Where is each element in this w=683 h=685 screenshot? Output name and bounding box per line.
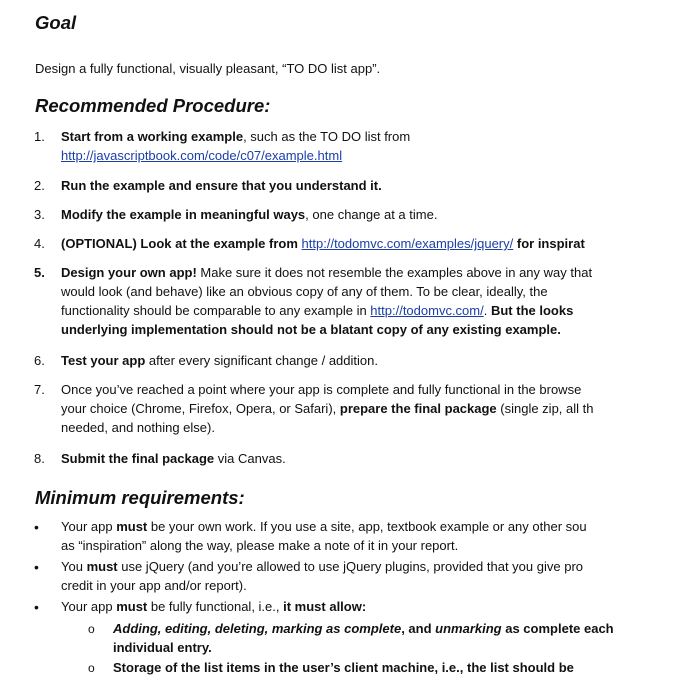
procedure-heading: Recommended Procedure:	[35, 95, 271, 116]
list-number: 6.	[34, 353, 45, 368]
item-text: , such as the TO DO list from	[243, 129, 411, 144]
todomvc-link[interactable]: http://todomvc.com/	[370, 303, 484, 318]
list-item	[61, 235, 585, 253]
list-item-cont	[61, 321, 561, 339]
item-bold: Storage of the list items in the user’s client machine, i.e., the list should be	[113, 660, 574, 675]
bullet-item	[61, 558, 583, 576]
list-item-cont: needed, and nothing else).	[61, 420, 215, 435]
goal-heading: Goal	[35, 12, 77, 33]
bullet-item	[61, 598, 366, 616]
list-number: 7.	[34, 382, 45, 397]
item-bold: underlying implementation should not be a blatant copy of any existing example.	[61, 322, 561, 337]
item-bold: Start from a working example	[61, 129, 244, 144]
item-text: (single zip, all th	[496, 401, 594, 416]
example-link[interactable]: http://javascriptbook.com/code/c07/example.html	[61, 148, 343, 163]
item-text: functionality should be comparable to any example in	[61, 303, 371, 318]
item-text: .	[483, 303, 491, 318]
bullet-item-cont: as “inspiration” along the way, please make a note of it in your report.	[61, 538, 459, 553]
item-text: your choice (Chrome, Firefox, Opera, or Safari),	[61, 401, 340, 416]
list-item	[61, 264, 592, 282]
item-bold: Test your app	[61, 353, 146, 368]
item-text: Your app	[61, 519, 117, 534]
list-number: 5.	[34, 265, 45, 280]
list-number: 1.	[34, 129, 45, 144]
list-item	[61, 206, 437, 224]
item-text: via Canvas.	[214, 451, 286, 466]
item-bold: Modify the example in meaningful ways	[61, 207, 306, 222]
sub-bullet-icon: o	[88, 661, 95, 675]
item-bold: Submit the final package	[61, 451, 215, 466]
requirements-heading: Minimum requirements:	[35, 487, 245, 508]
list-number: 8.	[34, 451, 45, 466]
list-item: Once you’ve reached a point where your app is complete and fully functional in the browse	[61, 382, 582, 397]
bullet-item-cont: credit in your app and/or report).	[61, 578, 247, 593]
item-text: , one change at a time.	[305, 207, 438, 222]
item-bold: must	[116, 519, 148, 534]
list-item-cont	[61, 400, 593, 418]
list-item-cont: would look (and behave) like an obvious copy of any of them. To be clear, ideally, the	[61, 284, 548, 299]
item-text: be fully functional, i.e.,	[147, 599, 284, 614]
sub-bullet-item	[113, 659, 574, 677]
item-text: after every significant change / addition.	[145, 353, 378, 368]
todomvc-jquery-link[interactable]: http://todomvc.com/examples/jquery/	[301, 236, 514, 251]
list-item	[61, 128, 410, 146]
item-bold: for inspirat	[516, 236, 585, 251]
list-number: 3.	[34, 207, 45, 222]
item-text: Your app	[61, 599, 117, 614]
list-item-cont	[61, 147, 342, 165]
list-number: 4.	[34, 236, 45, 251]
item-bold: Run the example and ensure that you understand it.	[61, 178, 382, 193]
bullet-item	[61, 518, 587, 536]
item-bold: prepare the final package	[339, 401, 497, 416]
item-bold: , and	[401, 621, 436, 636]
goal-text: Design a fully functional, visually pleasant, “TO DO list app”.	[35, 61, 381, 76]
item-bold: as complete each	[501, 621, 614, 636]
sub-bullet-item	[113, 620, 614, 638]
item-bold: individual entry.	[113, 640, 212, 655]
item-text: Make sure it does not resemble the examples above in any way that	[196, 265, 593, 280]
bullet-icon: •	[34, 519, 39, 535]
item-bold: (OPTIONAL) Look at the example from	[61, 236, 298, 251]
sub-bullet-item-cont	[113, 639, 212, 657]
item-bold-italic: Adding, editing, deleting, marking as complete	[113, 621, 402, 636]
item-text: be your own work. If you use a site, app, textbook example or any other sou	[147, 519, 587, 534]
item-bold-italic: unmarking	[435, 621, 502, 636]
list-number: 2.	[34, 178, 45, 193]
list-item	[61, 450, 286, 468]
list-item	[61, 177, 382, 195]
list-item	[61, 352, 378, 370]
item-text: You	[61, 559, 87, 574]
bullet-icon: •	[34, 559, 39, 575]
item-bold: it must allow:	[283, 599, 367, 614]
item-bold: Design your own app!	[61, 265, 197, 280]
sub-bullet-icon: o	[88, 622, 95, 636]
bullet-icon: •	[34, 599, 39, 615]
item-bold: must	[86, 559, 118, 574]
list-item-cont	[61, 302, 573, 320]
item-bold: But the looks	[490, 303, 574, 318]
item-text: use jQuery (and you’re allowed to use jQuery plugins, provided that you give pro	[117, 559, 583, 574]
item-bold: must	[116, 599, 148, 614]
